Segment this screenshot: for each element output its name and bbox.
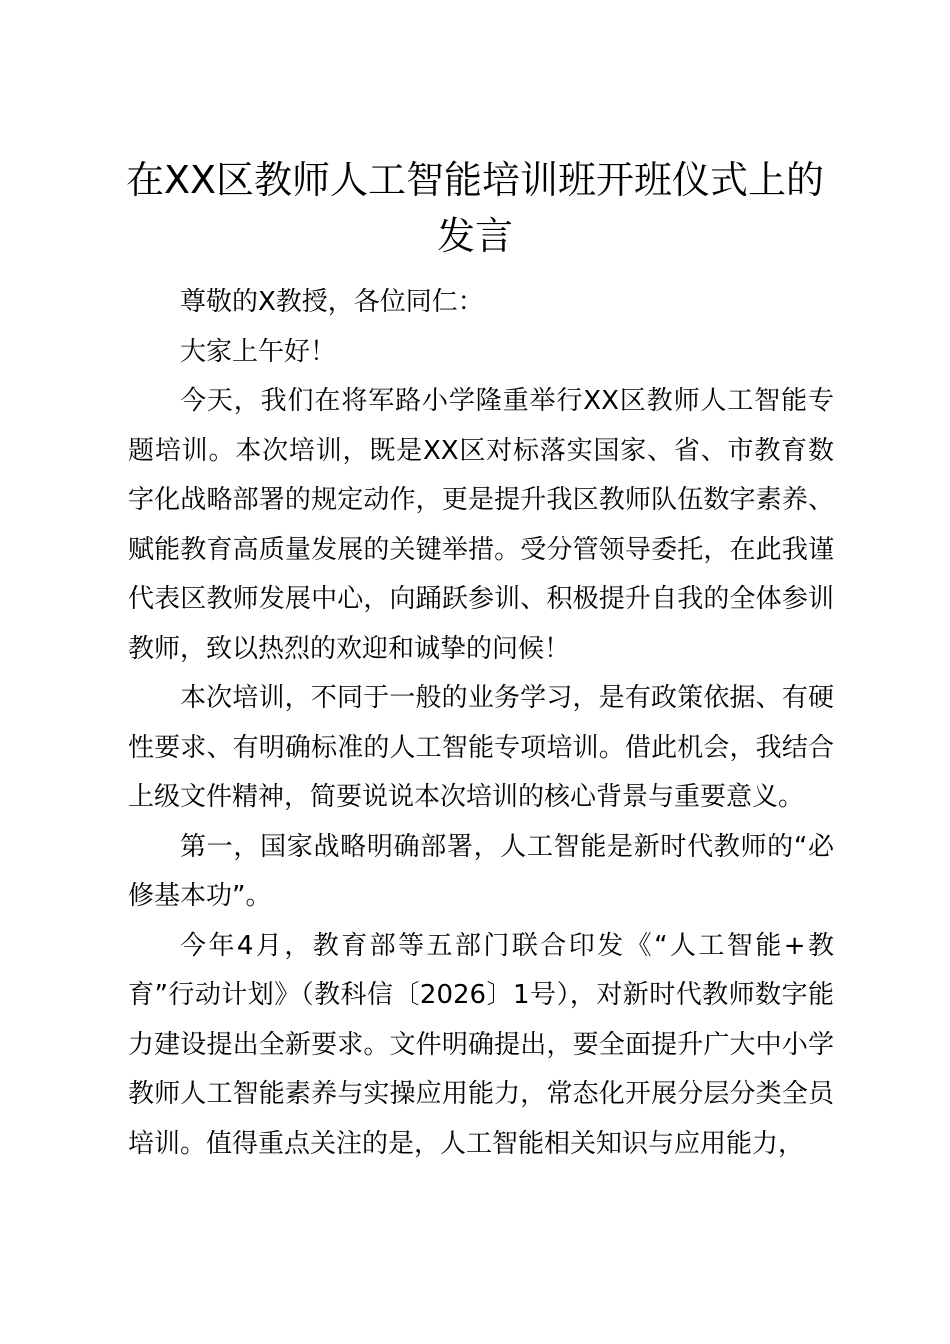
document-body [128, 278, 834, 1169]
body-paragraph: 今年4月，教育部等五部门联合印发《“人工智能+教育”行动计划》（教科信〔2026〕1号），对新时代教师数字能力建设提出全新要求。文件明确提出，要全面提升广大中小学教师人工智能素养与实操应用能力，常态化开展分层分类全员培训。值得重点关注的是，人工智能相关知识与应用能力， [128, 930, 834, 1159]
body-paragraph: 今天，我们在将军路小学隆重举行XX区教师人工智能专题培训。本次培训，既是XX区对标落实国家、省、市教育数字化战略部署的规定动作，更是提升我区教师队伍数字素养、赋能教育高质量发展的关键举措。受分管领导委托，在此我谨代表区教师发展中心，向踊跃参训、积极提升自我的全体参训教师，致以热烈的欢迎和诚挚的问候！ [128, 386, 834, 664]
body-paragraph: 本次培训，不同于一般的业务学习，是有政策依据、有硬性要求、有明确标准的人工智能专项培训。借此机会，我结合上级文件精神，简要说说本次培训的核心背景与重要意义。 [128, 683, 834, 812]
salutation-paragraph: 尊敬的X教授，各位同仁： [180, 287, 484, 317]
greeting-paragraph: 大家上午好！ [180, 336, 337, 367]
section-heading-paragraph: 第一，国家战略明确部署，人工智能是新时代教师的“必修基本功”。 [128, 831, 834, 911]
document-title: 在XX区教师人工智能培训班开班仪式上的发言 [125, 158, 825, 258]
